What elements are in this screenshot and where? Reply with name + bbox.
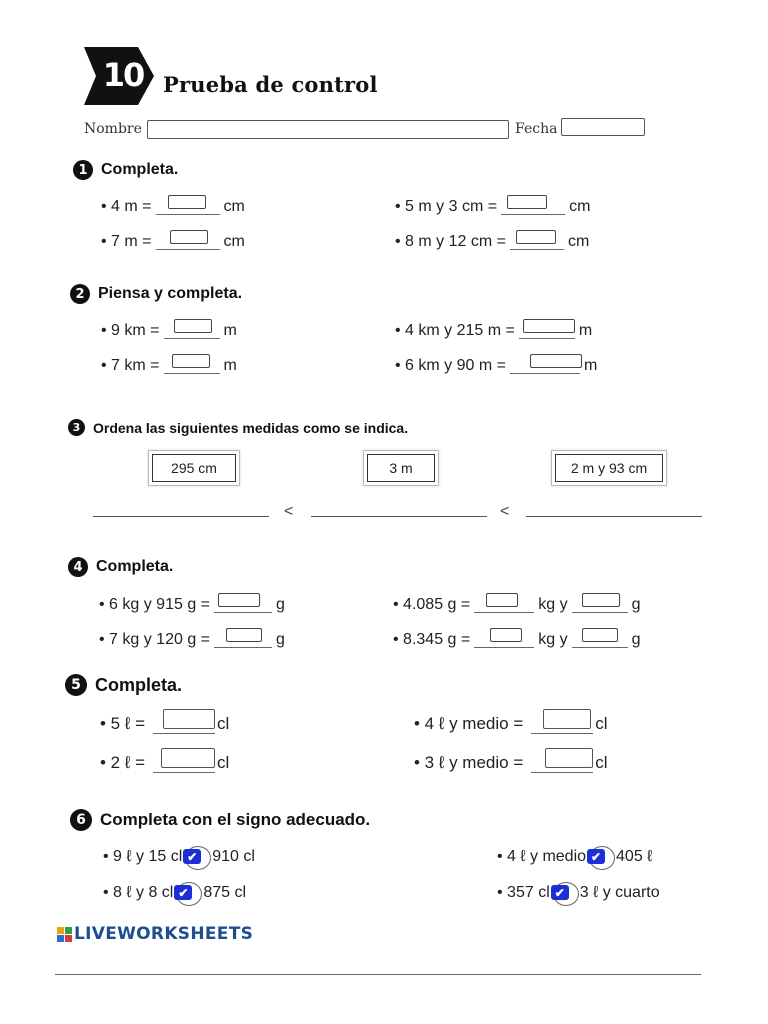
- answer-input[interactable]: [530, 354, 582, 368]
- measure-value: 3 m: [367, 454, 435, 482]
- exercise-item: • 4 ℓ y medio = cl: [414, 714, 608, 734]
- order-slot-3[interactable]: [526, 516, 702, 517]
- answer-input[interactable]: [170, 230, 208, 244]
- name-label: Nombre: [84, 121, 142, 137]
- answer-input[interactable]: [161, 748, 215, 768]
- exercise-item: • 2 ℓ = cl: [100, 753, 229, 773]
- measure-value: 2 m y 93 cm: [555, 454, 663, 482]
- exercise-item: • 8 m y 12 cm = cm: [395, 233, 589, 251]
- answer-input[interactable]: [218, 593, 260, 607]
- section-6-heading: [70, 809, 370, 831]
- section-title: Completa.: [101, 161, 179, 178]
- less-than-sign: <: [284, 503, 294, 520]
- section-number-badge: 5: [65, 674, 87, 696]
- exercise-item: • 6 kg y 915 g = g: [99, 596, 285, 614]
- measure-value: 295 cm: [152, 454, 236, 482]
- section-1-heading: [73, 160, 178, 180]
- answer-input[interactable]: [516, 230, 556, 244]
- measure-card[interactable]: [551, 450, 667, 486]
- exercise-item: • 8 ℓ y 8 cl ✔ 875 cl: [103, 882, 246, 904]
- section-number-badge: 1: [73, 160, 93, 180]
- answer-input[interactable]: [172, 354, 210, 368]
- answer-input[interactable]: [543, 709, 591, 729]
- exercise-item: • 357 cl ✔ 3 ℓ y cuarto: [497, 882, 660, 904]
- order-slot-1[interactable]: [93, 516, 269, 517]
- section-number-badge: 3: [68, 419, 85, 436]
- answer-input[interactable]: [523, 319, 575, 333]
- date-label: Fecha: [515, 121, 558, 137]
- date-input[interactable]: [561, 118, 645, 136]
- page-title: Prueba de control: [163, 72, 378, 97]
- exercise-item: • 5 m y 3 cm = cm: [395, 198, 590, 216]
- exercise-item: • 4 m = cm: [101, 198, 245, 216]
- section-number-badge: 6: [70, 809, 92, 831]
- liveworksheets-logo: [57, 924, 253, 944]
- section-3-heading: [68, 419, 408, 436]
- section-5-heading: [65, 674, 182, 696]
- section-2-heading: [70, 284, 242, 304]
- answer-input[interactable]: [226, 628, 262, 642]
- section-title: Completa.: [95, 674, 183, 695]
- answer-input[interactable]: [163, 709, 215, 729]
- section-number-badge: 2: [70, 284, 90, 304]
- check-icon: ✔: [551, 885, 569, 900]
- section-number-badge: 4: [68, 557, 88, 577]
- exercise-item: • 9 km = m: [101, 322, 237, 340]
- answer-input[interactable]: [582, 593, 620, 607]
- section-title: Ordena las siguientes medidas como se indica.: [93, 419, 409, 436]
- comparison-sign-select[interactable]: [551, 882, 579, 904]
- exercise-item: • 9 ℓ y 15 cl ✔ 910 cl: [103, 846, 255, 868]
- comparison-sign-select[interactable]: [587, 846, 615, 868]
- measure-card[interactable]: [148, 450, 240, 486]
- logo-icon: [57, 927, 72, 942]
- answer-input[interactable]: [582, 628, 618, 642]
- comparison-sign-select[interactable]: [183, 846, 211, 868]
- answer-input[interactable]: [507, 195, 547, 209]
- exercise-item: • 8.345 g = kg y g: [393, 631, 640, 649]
- less-than-sign: <: [500, 503, 510, 520]
- exercise-item: • 4 ℓ y medio ✔ 405 ℓ: [497, 846, 652, 868]
- measure-card[interactable]: [363, 450, 439, 486]
- answer-input[interactable]: [168, 195, 206, 209]
- answer-input[interactable]: [486, 593, 518, 607]
- exercise-item: • 4 km y 215 m = m: [395, 322, 592, 340]
- name-input[interactable]: [147, 120, 509, 139]
- brand-name: LIVEWORKSHEETS: [74, 924, 254, 944]
- answer-input[interactable]: [545, 748, 593, 768]
- exercise-item: • 7 km = m: [101, 357, 237, 375]
- exercise-item: • 5 ℓ = cl: [100, 714, 229, 734]
- section-title: Completa con el signo adecuado.: [100, 810, 371, 829]
- section-title: Completa.: [96, 558, 174, 575]
- order-slot-2[interactable]: [311, 516, 487, 517]
- section-title: Piensa y completa.: [98, 285, 243, 302]
- comparison-sign-select[interactable]: [174, 882, 202, 904]
- answer-input[interactable]: [490, 628, 522, 642]
- exercise-item: • 6 km y 90 m = m: [395, 357, 597, 375]
- answer-input[interactable]: [174, 319, 212, 333]
- check-icon: ✔: [174, 885, 192, 900]
- exercise-item: • 7 kg y 120 g = g: [99, 631, 285, 649]
- exercise-item: • 4.085 g = kg y g: [393, 596, 640, 614]
- lesson-number: 10: [102, 56, 144, 94]
- footer-divider: [55, 974, 701, 975]
- exercise-item: • 7 m = cm: [101, 233, 245, 251]
- check-icon: ✔: [183, 849, 201, 864]
- section-4-heading: [68, 557, 173, 577]
- exercise-item: • 3 ℓ y medio = cl: [414, 753, 608, 773]
- check-icon: ✔: [587, 849, 605, 864]
